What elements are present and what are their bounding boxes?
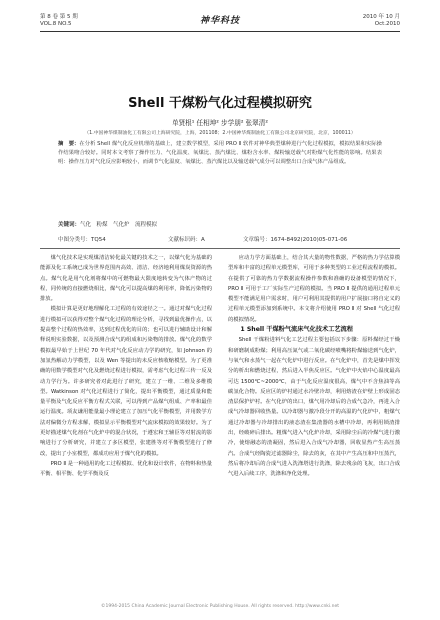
abstract-label: 摘 要：	[58, 141, 80, 147]
article-number: 文章编号：1674-8492(2010)05-071-06	[243, 237, 348, 243]
body-column-right	[228, 253, 400, 480]
document-code: 文献标识码：A	[168, 237, 205, 243]
journal-logo: 神华科技	[199, 16, 240, 26]
issue-volume: 第 8 卷 第 5 期	[40, 14, 78, 20]
body-paragraph: 模拟计算是更好地理解化工过程的有效途径之一。通过对煤气化过程进行模拟可以获得对整个煤气化过程的理论分析，寻找到最优操作点，以提高整个过程的热效率，达到过程优化的目的；也可以进行辅助设计和解释说明实验数据，以及预测合成气的组成和污染物的排放。煤气化的数学模拟最早始于上世纪 70 年代对气化反应动力学的研究，如 Johnson 的加氢热解动力学模型，以及 Wen 等提出的未反应核收缩模型。为了更准确的用数学模型对气化及燃烧过程进行模拟，需考虑气化过程三传一反及动力学行为。许多研究者对此进行了研究，建立了一维、二维及多维模型。Watkinson 对气化过程进行了简化，提出平衡模型，通过质量和能量平衡及气化反应平衡方程式关联，可以得到产品煤气组成、产率和最佳运行温度。项友谦用能量最小理论建立了加压气化平衡模型，并用数学方法对偏微分方程求解，模拟显示平衡模型对气流床模拟的效果较好。为了更好描述煤气化剂在气化炉中的混合状况，于遵宏和王辅臣等对射流的影响进行了分析研究，并建立了多区模型，张建胜等对平衡模型进行了修改，提出了小室模型，都成功应用于煤气化的模拟。	[40, 306, 212, 457]
abstract	[58, 140, 382, 167]
copyright-footer: ©1994-2015 China Academic Journal Electronic Publishing House. All rights reserved. http://www.cnki.net	[101, 604, 339, 609]
issue-date-en: Oct.2010	[374, 21, 400, 27]
body-paragraph: 应动力学方面基础上，结合其大量的物性数据，严格的热力学估算模型库和丰富的过程单元模型库，可用于多种类型的工业过程流程的模拟。在提供了可靠的热力学数据流程操作参数和准确的设备模型的情况下，PRO Ⅱ 可用于工厂实际生产过程的模拟。当 PRO Ⅱ 提供的通用过程单元模型不能满足用户需求时，用户可利用其提供的用户扩展接口将自定义的过程单元模型添加到系统中。本文将介绍使用 PRO Ⅱ 对 Shell 气化过程的模拟情况。	[228, 255, 400, 323]
body-paragraph: Shell 干煤粉进料气化工艺过程主要包括以下步骤：原料煤经过干燥和研磨制成粉煤；利用高压氮气或二氧化碳经喷嘴将粉煤输送到气化炉，与氧气和水蒸气一起在气化炉中进行反应。在气化炉中，首先是煤中挥发分的析出和燃烧过程，然后进入半焦反应区。气化炉中火焰中心温度最高可达 1500℃~2000℃，由于气化反应温度很高，煤气中不含焦油等高碳氢化合物。反应区的炉衬通过水冷壁冷却，利用熔渣在炉壁上形成固态渣层保护炉衬。在气化炉的出口，煤气用冷却后的合成气急冷，再进入合成气冷却器回收热量。以冷却器与激冷段分开的高温的气化炉中，粗煤气通过冷却器与冷却排出的液态渣在集渣器的水槽中冷却，再利用锁渣排出，经破碎后排出。粗煤气进入气化炉冷却，采用除尘后的冷煤气进行激冷，使熔融态的渣凝固，然后进入合成气冷却器，回收显热产生高压蒸汽。合成气经陶瓷过滤器除尘，除去的灰，在其中产生高压和中压蒸汽，然后将冷却后的合成气进入洗涤塔进行洗涤，除去残余的飞灰，出口合成气进入后续工序，洗涤和净化处理。	[228, 337, 400, 478]
issue-date: 2010 年 10 月	[362, 14, 400, 20]
issue-info-right	[363, 14, 400, 28]
body-paragraph: PRO Ⅱ 是一种通用的化工过程模拟、优化和设计软件，在物料和热量平衡、相平衡、化学平衡及反	[40, 460, 212, 478]
author-list: 单贤根¹ 任相坤² 步学朋² 张翠清²	[172, 119, 268, 127]
paper-title: Shell 干煤粉气化过程模拟研究	[128, 96, 312, 111]
issue-volume-en: VOL.8 NO.5	[40, 21, 72, 27]
meta-divider	[40, 248, 400, 249]
keywords	[58, 220, 382, 228]
keywords-items: 气化 粉煤 气化炉 流程模拟	[80, 222, 158, 228]
author-affiliation: （1.中国神华煤制油化工有限公司上海研究院，上海，201108；2.中国神华煤制油化工有限公司北京研究院，北京，100011）	[84, 131, 356, 136]
classification-row	[58, 235, 382, 243]
body-column-left	[40, 253, 212, 480]
keywords-label: 关键词：	[58, 222, 81, 228]
classification-number: 中图分类号：TQ54	[58, 237, 106, 243]
body-paragraph: 煤气化技术是实现煤清洁转化最关键的技术之一，以煤气化为基础的能源及化工系统已成为世界范围内高效、清洁、经济地利用煤炭资源的热点。煤气化是用气化剂将煤中的可燃物最大限度地转变为气体产物的过程，同传统的直接燃烧相比，煤气化可以提高煤的利用率，降低污染物的排放。	[40, 255, 212, 303]
header-divider	[40, 31, 400, 32]
section-heading: 1 Shell 干煤粉气流床气化技术工艺流程	[240, 326, 353, 334]
abstract-text: 在分析 Shell 煤气化反应机理的基础上，建立数学模型，采用 PRO Ⅱ 软件对神华典型煤种进行气化过程模拟，模拟结果和实际操作结果吻合较好。同时本文考察了操作压力、气化温度、氧煤比、蒸汽煤比、煤粉含水率、煤粉输送载气对粉煤气化性能的影响。结果表明：操作压力对气化反应影响较小，而调节气化温度、氧煤比、蒸汽煤比以及输送载气成分可以调整出口合成气体产品组成。	[58, 141, 382, 165]
